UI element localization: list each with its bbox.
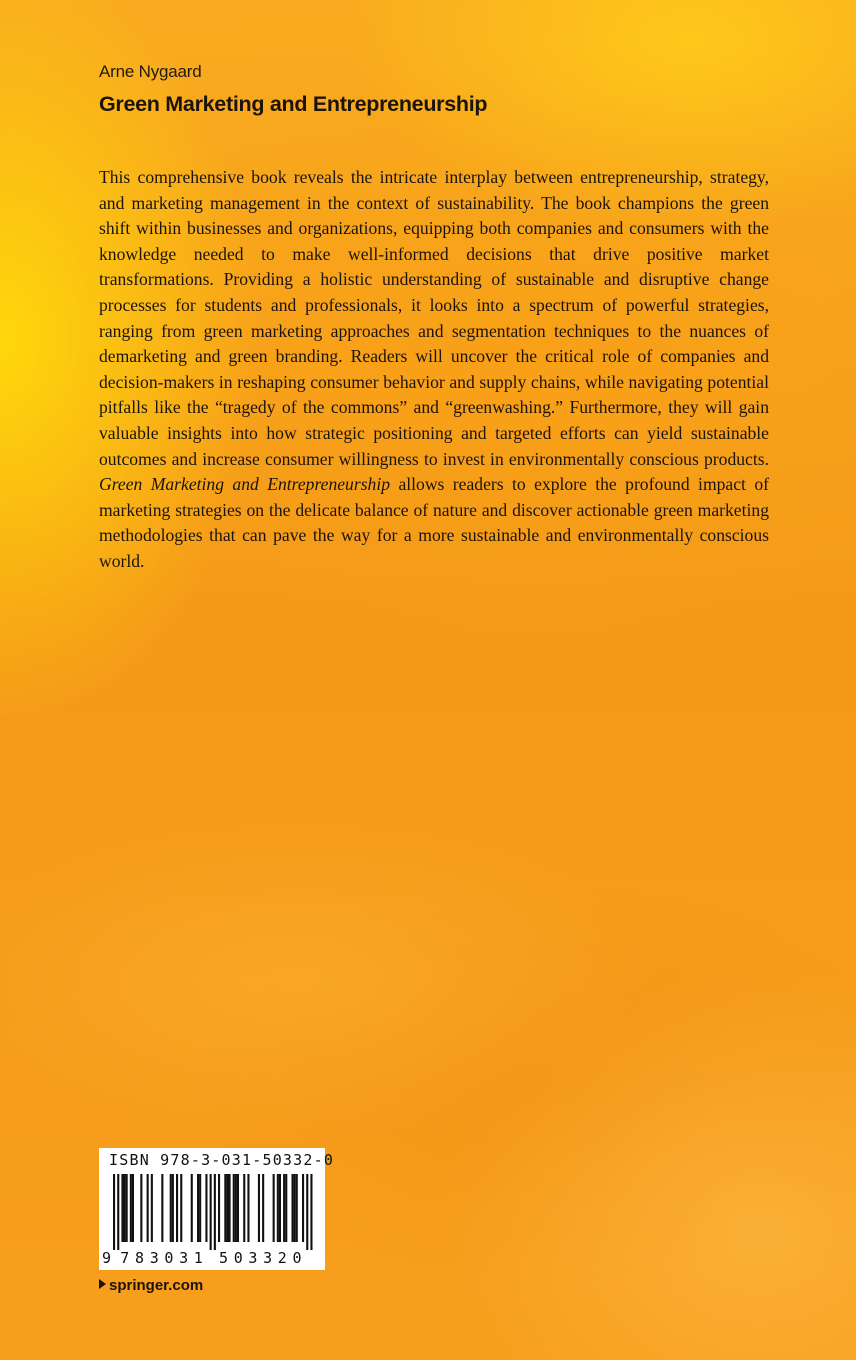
barcode-bar — [117, 1174, 119, 1250]
barcode-bar — [210, 1174, 212, 1250]
barcode-bar — [130, 1174, 132, 1242]
barcode-digit: 3 — [263, 1249, 273, 1267]
barcode-bar — [294, 1174, 296, 1242]
barcode-bar — [124, 1174, 126, 1242]
publisher-link[interactable] — [99, 1277, 203, 1294]
barcode-bar — [243, 1174, 245, 1242]
barcode-bar — [121, 1174, 123, 1242]
barcode-bars — [101, 1174, 323, 1250]
barcode-bar — [113, 1174, 115, 1250]
barcode-bar — [161, 1174, 163, 1242]
author-name: Arne Nygaard — [99, 62, 202, 81]
barcode-bar — [176, 1174, 178, 1242]
barcode-bar — [285, 1174, 287, 1242]
description-text-part1: This comprehensive book reveals the intricate interplay between entrepreneurship, strategy, and marketing management in the context of sustainability. The book champions the green shift within businesses and organizations, equipping both companies and consumers with the knowledge needed to make well-informed decisions that drive positive market transformations. Providing a holistic understanding of sustainable and disruptive change processes for students and professionals, it looks into a spectrum of powerful strategies, ranging from green marketing approaches and segmentation techniques to the nuances of demarketing and green branding. Readers will uncover the critical role of companies and decision-makers in reshaping consumer behavior and supply chains, while navigating potential pitfalls like the “tragedy of the commons” and “greenwashing.” Furthermore, they will gain valuable insights into how strategic positioning and targeted efforts can yield sustainable outcomes and increase consumer willingness to invest in environmentally conscious products. — [99, 167, 769, 469]
barcode-digit: 9 — [102, 1249, 112, 1267]
barcode-bar — [140, 1174, 142, 1242]
barcode-digit: 7 — [120, 1249, 130, 1267]
barcode-bar — [277, 1174, 279, 1242]
barcode-bar — [199, 1174, 201, 1242]
barcode-digit: 5 — [219, 1249, 229, 1267]
barcode-digit: 3 — [179, 1249, 189, 1267]
barcode-bar — [132, 1174, 134, 1242]
description-text-part2: allows readers to explore the profound impact of marketing strategies on the delicate balance of nature and discover actionable green marketing methodologies that can pave the way for a more sustainable and environmentally conscious world. — [99, 474, 769, 571]
barcode-digit: 3 — [149, 1249, 159, 1267]
barcode-bar — [247, 1174, 249, 1242]
barcode-bar — [273, 1174, 275, 1242]
barcode-digit: 0 — [292, 1249, 302, 1267]
barcode-bar — [283, 1174, 285, 1242]
description-book-title: Green Marketing and Entrepreneurship — [99, 474, 391, 495]
barcode-bar — [147, 1174, 149, 1242]
isbn-barcode — [99, 1148, 335, 1270]
barcode-bar — [235, 1174, 237, 1242]
barcode-digit: 3 — [248, 1249, 258, 1267]
barcode-bar — [218, 1174, 220, 1242]
barcode-bar — [226, 1174, 228, 1242]
barcode-bar — [224, 1174, 226, 1242]
barcode-digit: 0 — [164, 1249, 174, 1267]
barcode-bar — [191, 1174, 193, 1242]
book-title: Green Marketing and Entrepreneurship — [99, 92, 488, 116]
barcode-bar — [172, 1174, 174, 1242]
barcode-bar — [214, 1174, 216, 1250]
barcode-bar — [296, 1174, 298, 1242]
barcode-digit: 1 — [193, 1249, 203, 1267]
barcode-digit: 8 — [135, 1249, 145, 1267]
barcode-bar — [151, 1174, 153, 1242]
barcode-bar — [302, 1174, 304, 1242]
barcode-digit: 2 — [277, 1249, 287, 1267]
publisher-website: springer.com — [109, 1277, 204, 1294]
barcode-bar — [262, 1174, 264, 1242]
barcode-bar — [237, 1174, 239, 1242]
barcode-bar — [229, 1174, 231, 1242]
barcode-bar — [205, 1174, 207, 1242]
barcode-bar — [180, 1174, 182, 1242]
barcode-bar — [258, 1174, 260, 1242]
barcode-bar — [279, 1174, 281, 1242]
book-description — [99, 165, 769, 575]
barcode-bar — [233, 1174, 235, 1242]
barcode-bar — [197, 1174, 199, 1242]
barcode-digit: 0 — [233, 1249, 243, 1267]
barcode-bar — [310, 1174, 312, 1250]
barcode-bar — [292, 1174, 294, 1242]
barcode-bar — [170, 1174, 172, 1242]
isbn-label: ISBN 978-3-031-50332-0 — [109, 1151, 335, 1169]
barcode-bar — [306, 1174, 308, 1250]
barcode-bar — [126, 1174, 128, 1242]
arrow-right-icon — [99, 1279, 106, 1289]
